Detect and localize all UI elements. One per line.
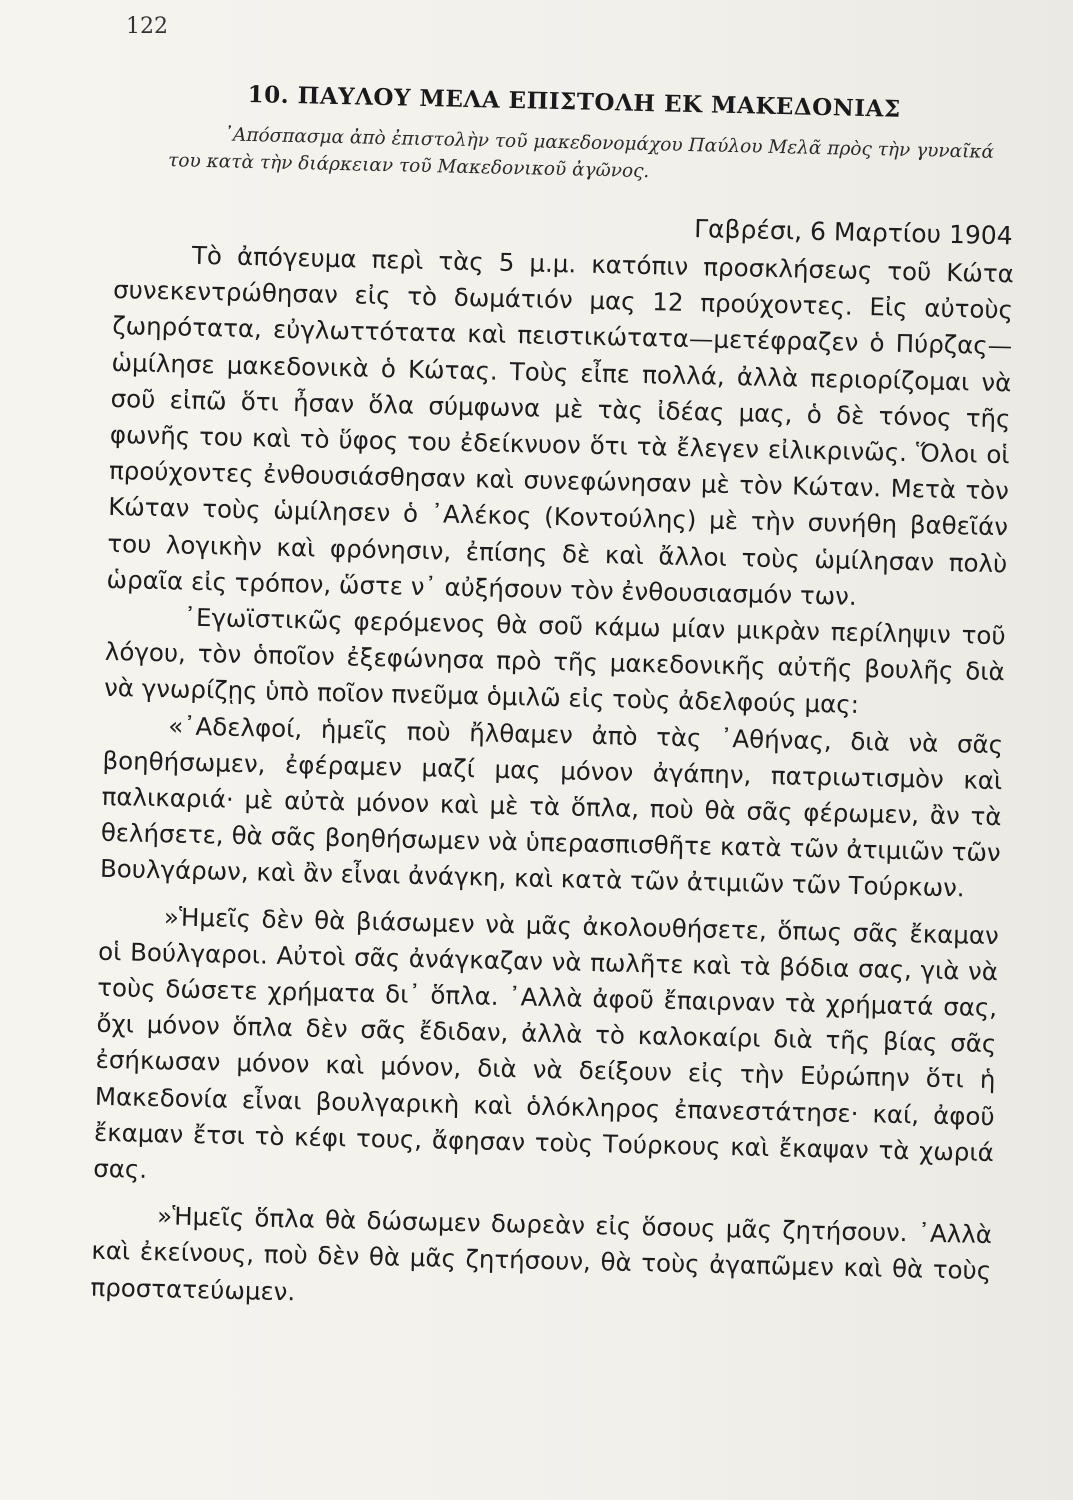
page-content [90,78,1018,1326]
chapter-subtitle: ᾿Απόσπασμα ἀπὸ ἐπιστολὴν τοῦ μακεδονομάχου Παύλου Μελᾶ πρὸς τὴν γυναῖκά του κατὰ τὴν διάρκειαν τοῦ Μακεδονικοῦ ἀγῶνος. [167,124,995,183]
letter-dateline: Γαβρέσι, 6 Μαρτίου 1904 [693,214,1013,251]
chapter-title: 10. ΠΑΥΛΟΥ ΜΕΛΑ ΕΠΙΣΤΟΛΗ ΕΚ ΜΑΚΕΔΟΝΙΑΣ [247,80,901,123]
page-number: 122 [126,14,168,39]
body-paragraph: »Ἡμεῖς ὅπλα θὰ δώσωμεν δωρεὰν εἰς ὅσους μᾶς ζητήσουν. ᾿Αλλὰ καὶ ἐκείνους, ποὺ δὲν θὰ μᾶς ζητήσουν, θὰ τοὺς ἀγαπῶμεν καὶ θὰ τοὺς προστατεύωμεν. [90,1201,993,1307]
body-paragraph: «᾿Αδελφοί, ἡμεῖς ποὺ ἤλθαμεν ἀπὸ τὰς ᾿Αθήνας, διὰ νὰ σᾶς βοηθήσωμεν, ἐφέραμεν μαζί μας μόνον ἀγάπην, πατριωτισμὸν καὶ παλικαριά· μὲ αὐτὰ μόνον καὶ μὲ τὰ ὅπλα, ποὺ θὰ σᾶς φέρωμεν, ἂν τὰ θελήσετε, θὰ σᾶς βοηθήσωμεν νὰ ὑπερασπισθῆτε κατὰ τῶν ἀτιμιῶν τῶν Βουλγάρων, καὶ ἂν εἶναι ἀνάγκη, καὶ κατὰ τῶν ἀτιμιῶν τῶν Τούρκων. [99,710,1004,903]
body-paragraph: ᾿Εγωϊστικῶς φερόμενος θὰ σοῦ κάμω μίαν μικρὰν περίληψιν τοῦ λόγου, τὸν ὁποῖον ἐξεφώνησα πρὸ τῆς μακεδονικῆς αὐτῆς βουλῆς διὰ νὰ γνωρίζῃς ὑπὸ ποῖον πνεῦμα ὁμιλῶ εἰς τοὺς ἀδελφούς μας: [103,602,1006,720]
body-paragraph: Τὸ ἀπόγευμα περὶ τὰς 5 μ.μ. κατόπιν προσκλήσεως τοῦ Κώτα συνεκεντρώθησαν εἰς τὸ δωμάτιόν μας 12 προύχοντες. Εἰς αὐτοὺς ζωηρότατα, εὐγλωττότατα καὶ πειστικώτατα—μετέφραζεν ὁ Πύρζας—ὡμίλησε μακεδονικὰ ὁ Κώτας. Τοὺς εἶπε πολλά, ἀλλὰ περιορίζομαι νὰ σοῦ εἰπῶ ὅτι ἦσαν ὅλα σύμφωνα μὲ τὰς ἰδέας μας, ὁ δὲ τόνος τῆς φωνῆς του καὶ τὸ ὕφος του ἐδείκνυον ὅτι τὰ ἔλεγεν εἰλικρινῶς. Ὅλοι οἱ προύχοντες ἐνθουσιάσθησαν καὶ συνεφώνησαν μὲ τὸν Κώταν. Μετὰ τὸν Κώταν τοὺς ὡμίλησεν ὁ ᾿Αλέκος (Κοντούλης) μὲ τὴν συνήθη βαθεῖάν του λογικὴν καὶ φρόνησιν, ἐπίσης δὲ καὶ ἄλλοι τοὺς ὡμίλησαν πολὺ ὡραῖα εἰς τρόπον, ὥστε ν᾿ αὐξήσουν τὸν ἐνθουσιασμόν των. [106,240,1015,611]
body-paragraph: »Ἡμεῖς δὲν θὰ βιάσωμεν νὰ μᾶς ἀκολουθήσετε, ὅπως σᾶς ἔκαμαν οἱ Βούλγαροι. Αὐτοὶ σᾶς ἀνάγκαζαν νὰ πωλῆτε καὶ τὰ βόδια σας, γιὰ νὰ τοὺς δώσετε χρήματα δι᾿ ὅπλα. ᾿Αλλὰ ἀφοῦ ἔπαιρναν τὰ χρήματά σας, ὄχι μόνον ὅπλα δὲν σᾶς ἔδιδαν, ἀλλὰ τὸ καλοκαίρι διὰ τῆς βίας σᾶς ἐσήκωσαν μόνον καὶ μόνον, διὰ νὰ δείξουν εἰς τὴν Εὐρώπην ὅτι ἡ Μακεδονία εἶναι βουλγαρικὴ καὶ ὁλόκληρος ἐπανεστάτησε· καί, ἀφοῦ ἔκαμαν ἔτσι τὸ κέφι τους, ἄφησαν τοὺς Τούρκους καὶ ἔκαψαν τὰ χωριά σας. [92,901,1000,1185]
